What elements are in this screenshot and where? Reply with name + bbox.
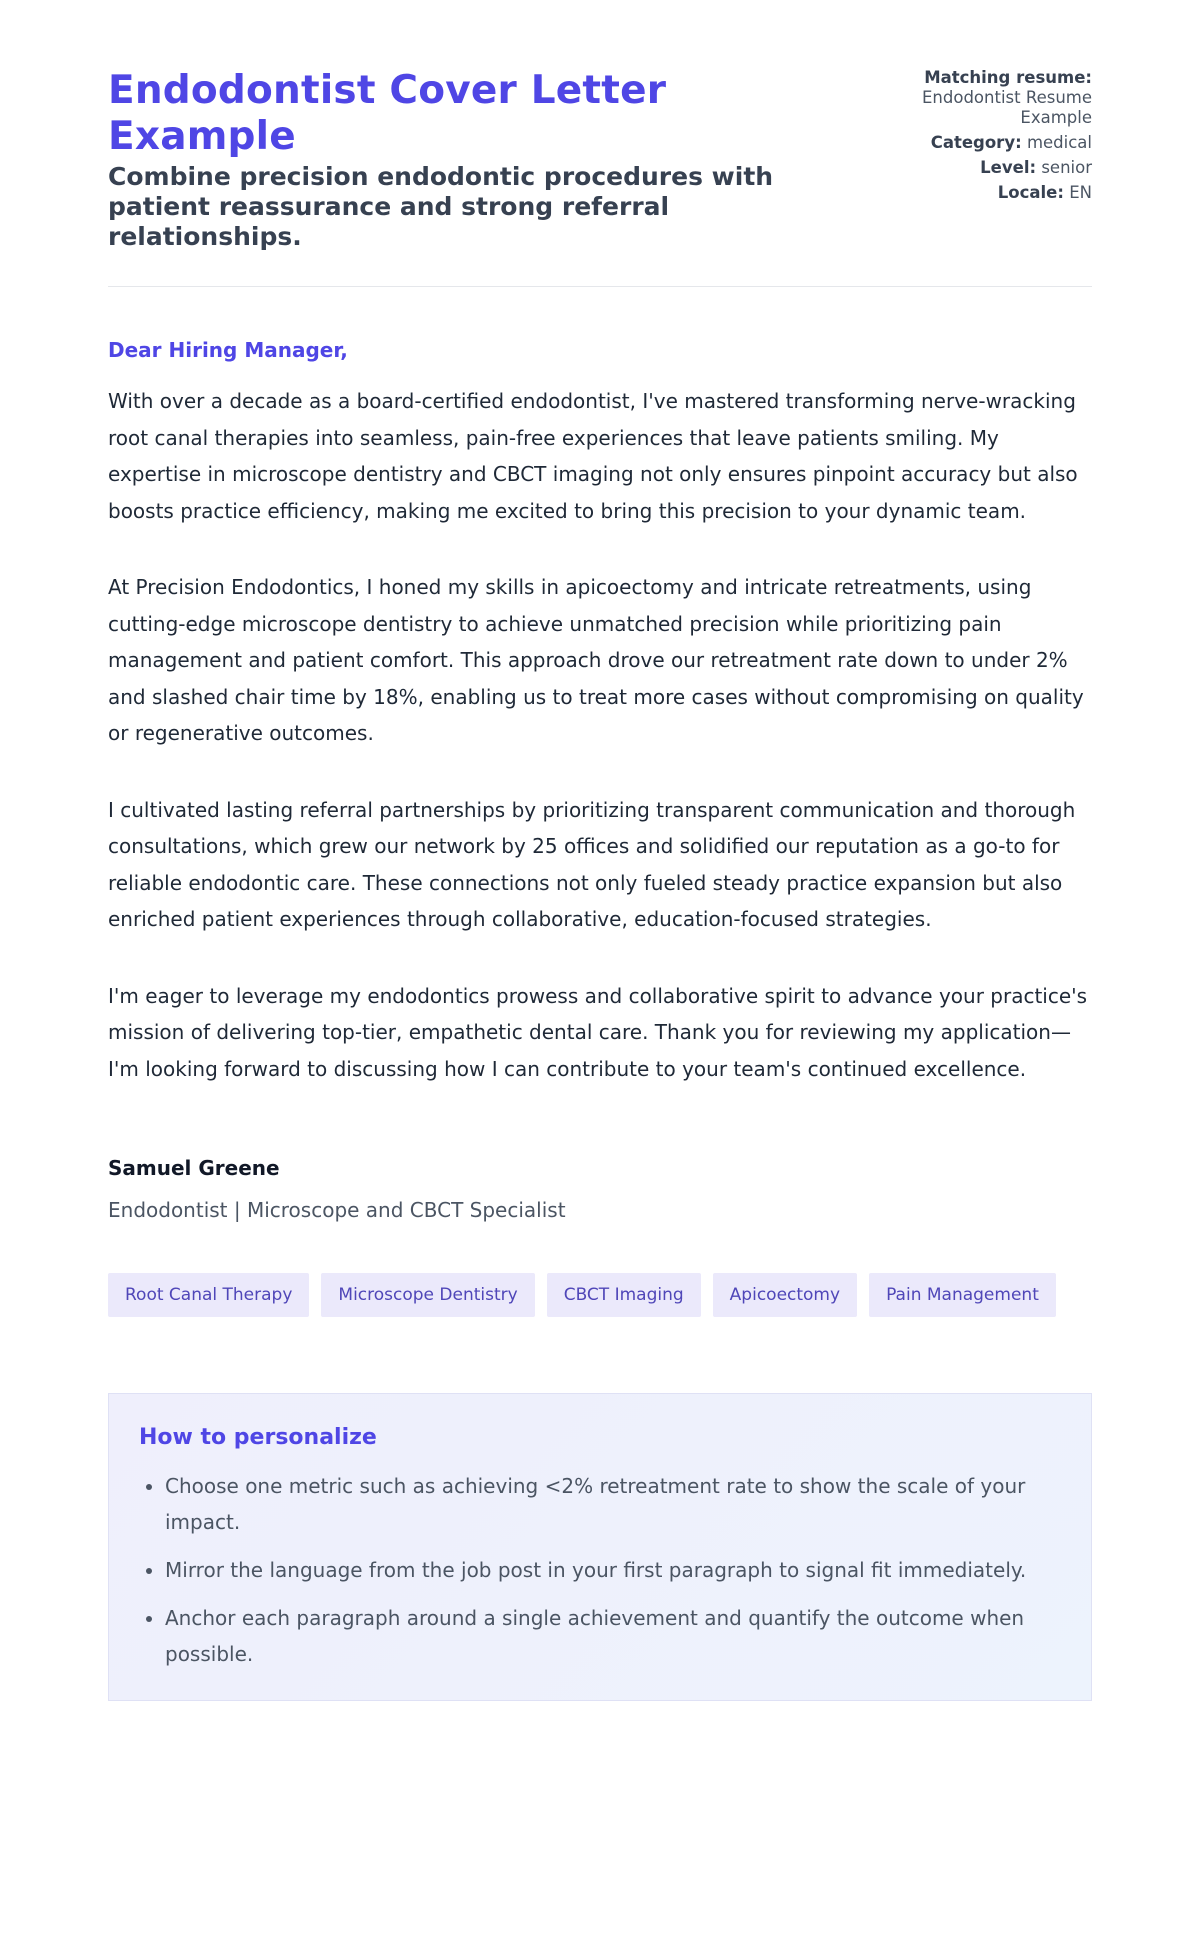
letter-paragraph: At Precision Endodontics, I honed my skills in apicoectomy and intricate retreatments, using cutting-edge microscope dentistry to achieve unmatched precision while prioritizing pain management and patient comfort. This approach drove our retreatment rate down to under 2% and slashed chair time by 18%, enabling us to treat more cases without compromising on quality or regenerative outcomes. — [108, 575, 1084, 745]
meta-locale — [892, 183, 1092, 203]
signature-name: Samuel Greene — [108, 1156, 280, 1180]
signature-block — [108, 1155, 1092, 1223]
tips-list — [139, 1468, 1061, 1672]
page-title: Endodontist Cover Letter Example — [108, 68, 667, 159]
skill-tag: Apicoectomy — [713, 1273, 857, 1317]
page-header — [108, 68, 1092, 287]
skill-tags — [108, 1273, 1092, 1317]
tips-title: How to personalize — [139, 1425, 377, 1450]
letter-body — [108, 383, 1092, 1087]
meta-locale-label: Locale: — [997, 183, 1064, 202]
meta-matching-resume — [892, 68, 1092, 128]
meta-locale-value: EN — [1069, 183, 1092, 202]
skill-tag: Microscope Dentistry — [321, 1273, 534, 1317]
tips-list-item: • Choose one metric such as achieving <2% retreatment rate to show the scale of your impact. — [165, 1468, 1061, 1540]
page-subtitle: Combine precision endodontic procedures with patient reassurance and strong referral relationships. — [108, 162, 774, 251]
meta-matching-resume-label: Matching resume: — [924, 68, 1092, 87]
header-titles — [108, 68, 808, 252]
meta-level — [892, 158, 1092, 178]
tips-list-item: • Mirror the language from the job post in your first paragraph to signal fit immediately. — [165, 1552, 1061, 1588]
skill-tag: CBCT Imaging — [547, 1273, 701, 1317]
meta-category-value: medical — [1026, 133, 1092, 152]
letter-paragraph: With over a decade as a board-certified endodontist, I've mastered transforming nerve-wracking root canal therapies into seamless, pain-free experiences that leave patients smiling. My expertise in microscope dentistry and CBCT imaging not only ensures pinpoint accuracy but also boosts practice efficiency, making me excited to bring this precision to your dynamic team. — [108, 389, 1078, 523]
meta-category-label: Category: — [930, 133, 1022, 152]
meta-category — [892, 133, 1092, 153]
salutation: Dear Hiring Manager, — [108, 338, 348, 362]
signature-title: Endodontist | Microscope and CBCT Specialist — [108, 1198, 566, 1222]
meta-panel — [892, 68, 1092, 208]
skill-tag: Root Canal Therapy — [108, 1273, 309, 1317]
meta-level-value: senior — [1041, 158, 1092, 177]
letter-paragraph: I cultivated lasting referral partnerships by prioritizing transparent communication and thorough consultations, which grew our network by 25 offices and solidified our reputation as a go-to for reliable endodontic care. These connections not only fueled steady practice expansion but also enriched patient experiences through collaborative, education-focused strategies. — [108, 797, 1076, 931]
meta-matching-resume-value[interactable]: Endodontist Resume Example — [922, 88, 1092, 127]
personalize-tips-box — [108, 1393, 1092, 1701]
skill-tag: Pain Management — [869, 1273, 1056, 1317]
letter-paragraph: I'm eager to leverage my endodontics prowess and collaborative spirit to advance your practice's mission of delivering top-tier, empathetic dental care. Thank you for reviewing my application—I'm looking forward to discussing how I can contribute to your team's continued excellence. — [108, 983, 1088, 1081]
meta-level-label: Level: — [980, 158, 1037, 177]
tips-list-item: • Anchor each paragraph around a single achievement and quantify the outcome when possible. — [165, 1600, 1061, 1672]
